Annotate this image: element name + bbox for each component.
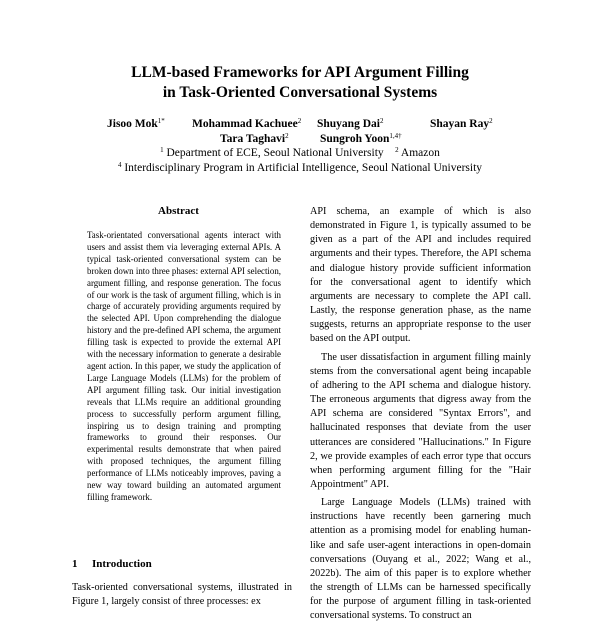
section-heading [72,558,152,570]
body-paragraph: API schema, an example of which is also demonstrated in Figure 1, is typically assumed to be given as a part of the API and includes required arguments and their types. Therefore, the API schema and dialogue history provide sufficient information for the conversational agent to identify which arguments are necessary to complete the API call. Lastly, the response generation phase, as the name suggests, returns an appropriate response to the user based on the API output. [310,206,531,345]
body-paragraph: The user dissatisfaction in argument filling mainly stems from the conversational agent being incapable of adhering to the API schema and dialogue history. The erroneous arguments that digress away from the API schema are considered "Syntax Errors", and hallucinated responses that deviate from the user utterances are considered "Hallucinations." In Figure 2, we provide examples of each error type that occurs when performing argument filling for the "Hair Appointment" API. [310,351,531,490]
title-line-1: LLM-based Frameworks for API Argument Filling [131,64,469,81]
title-line-2: in Task-Oriented Conversational Systems [162,84,438,101]
affiliation-line-2: $^4$ Interdisciplinary Program in Artificial Intelligence, Seoul National University [117,161,483,174]
author: Shuyang Dai$^2$ [317,117,384,130]
section-number: 1 [72,558,78,570]
author: Jisoo Mok$^{1*}$ [107,117,165,130]
section-title: Introduction [92,558,152,570]
paper-title [0,63,600,103]
abstract-heading: Abstract [158,205,199,217]
right-column [310,205,531,624]
author: Shayan Ray$^2$ [430,117,493,130]
body-paragraph: Large Language Models (LLMs) trained with instructions have recently been garnering much attention as a promising model for enabling human-like and safe user-agent interactions in open-domain conversations (Ouyang et al., 2022; Wang et al., 2022b). The aim of this paper is to explore whether the strength of LLMs can be harnessed specifically for the purpose of argument filling in task-oriented conversational systems. To construct an [310,497,531,622]
author-list [0,117,600,147]
author: Mohammad Kachuee$^2$ [192,117,302,130]
abstract-body: Task-orientated conversational agents interact with users and assist them via leveraging external APIs. A typical task-oriented conversational system can be broken down into three phases: external API selection, argument filling, and response generation. The focus of our work is the task of argument filling, which is in charge of accurately providing arguments required by the selected API. Upon comprehending the dialogue history and the pre-defined API schema, the argument filling task is expected to provide the external API with the necessary information to generate a desirable agent action. In this paper, we study the application of Large Language Models (LLMs) for the problem of API argument filling task. Our initial investigation reveals that LLMs require an additional grounding process to successfully perform argument filling, inspiring us to design training and prompting frameworks to ground their responses. Our experimental results demonstrate that when paired with proposed techniques, the argument filling performance of LLMs noticeably improves, paving a new way toward building an automated argument filling framework. [87,230,281,502]
affiliation-line-1: $^1$ Department of ECE, Seoul National University $^2$ Amazon [160,146,440,159]
author: Sungroh Yoon$^{1,4\dagger}$ [320,132,402,145]
author: Tara Taghavi$^2$ [220,132,289,145]
intro-paragraph: Task-oriented conversational systems, illustrated in Figure 1, largely consist of three processes: ex [72,582,292,608]
